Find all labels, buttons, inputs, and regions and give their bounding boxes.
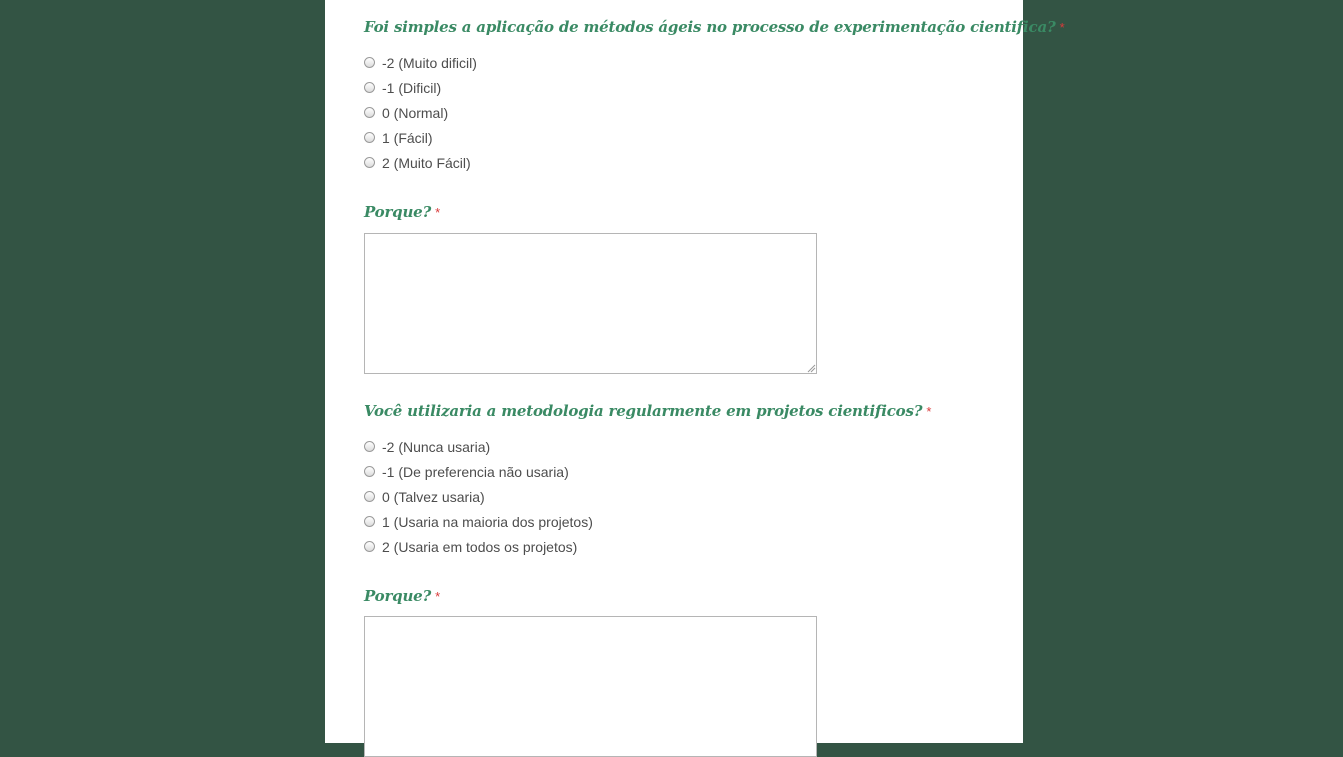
question-text: Foi simples a aplicação de métodos ágeis no processo de experimentação cientifica? xyxy=(364,18,1056,36)
question-text: Porque? xyxy=(364,203,432,221)
radio-button[interactable] xyxy=(364,541,375,552)
radio-label: 0 (Normal) xyxy=(382,104,449,121)
radio-label: 2 (Muito Fácil) xyxy=(382,154,471,171)
radio-option[interactable] xyxy=(364,484,593,509)
form-card xyxy=(325,0,1065,743)
radio-option[interactable] xyxy=(364,459,593,484)
radio-option[interactable] xyxy=(364,125,477,150)
radio-button[interactable] xyxy=(364,57,375,68)
radio-label: -1 (Dificil) xyxy=(382,79,442,96)
radio-option[interactable] xyxy=(364,100,477,125)
why-textarea-2[interactable] xyxy=(364,616,817,757)
radio-option[interactable] xyxy=(364,75,477,100)
radio-label: -2 (Muito dificil) xyxy=(382,54,477,71)
required-marker: * xyxy=(926,404,932,419)
radio-label: 0 (Talvez usaria) xyxy=(382,488,485,505)
question-title-would-use xyxy=(364,402,931,420)
radio-label: 2 (Usaria em todos os projetos) xyxy=(382,538,578,555)
question-title-why-1 xyxy=(364,203,440,221)
radio-option[interactable] xyxy=(364,534,593,559)
radio-button[interactable] xyxy=(364,466,375,477)
resize-grip-icon[interactable] xyxy=(807,364,815,372)
radio-button[interactable] xyxy=(364,516,375,527)
radio-option[interactable] xyxy=(364,434,593,459)
required-marker: * xyxy=(1059,20,1065,35)
radio-group-ease-of-agile xyxy=(364,50,477,175)
radio-label: 1 (Fácil) xyxy=(382,129,433,146)
radio-option[interactable] xyxy=(364,50,477,75)
radio-button[interactable] xyxy=(364,107,375,118)
question-title-ease-of-agile xyxy=(364,18,1064,36)
radio-button[interactable] xyxy=(364,82,375,93)
radio-button[interactable] xyxy=(364,132,375,143)
radio-option[interactable] xyxy=(364,150,477,175)
radio-label: -2 (Nunca usaria) xyxy=(382,438,491,455)
why-textarea-1[interactable] xyxy=(364,233,817,374)
question-title-why-2 xyxy=(364,587,440,605)
required-marker: * xyxy=(435,589,440,604)
radio-label: 1 (Usaria na maioria dos projetos) xyxy=(382,513,593,530)
radio-option[interactable] xyxy=(364,509,593,534)
question-text: Porque? xyxy=(364,587,432,605)
radio-group-would-use xyxy=(364,434,593,559)
radio-button[interactable] xyxy=(364,157,375,168)
radio-button[interactable] xyxy=(364,441,375,452)
radio-button[interactable] xyxy=(364,491,375,502)
radio-label: -1 (De preferencia não usaria) xyxy=(382,463,569,480)
question-text: Você utilizaria a metodologia regularmente em projetos cientificos? xyxy=(364,402,923,420)
required-marker: * xyxy=(435,205,440,220)
